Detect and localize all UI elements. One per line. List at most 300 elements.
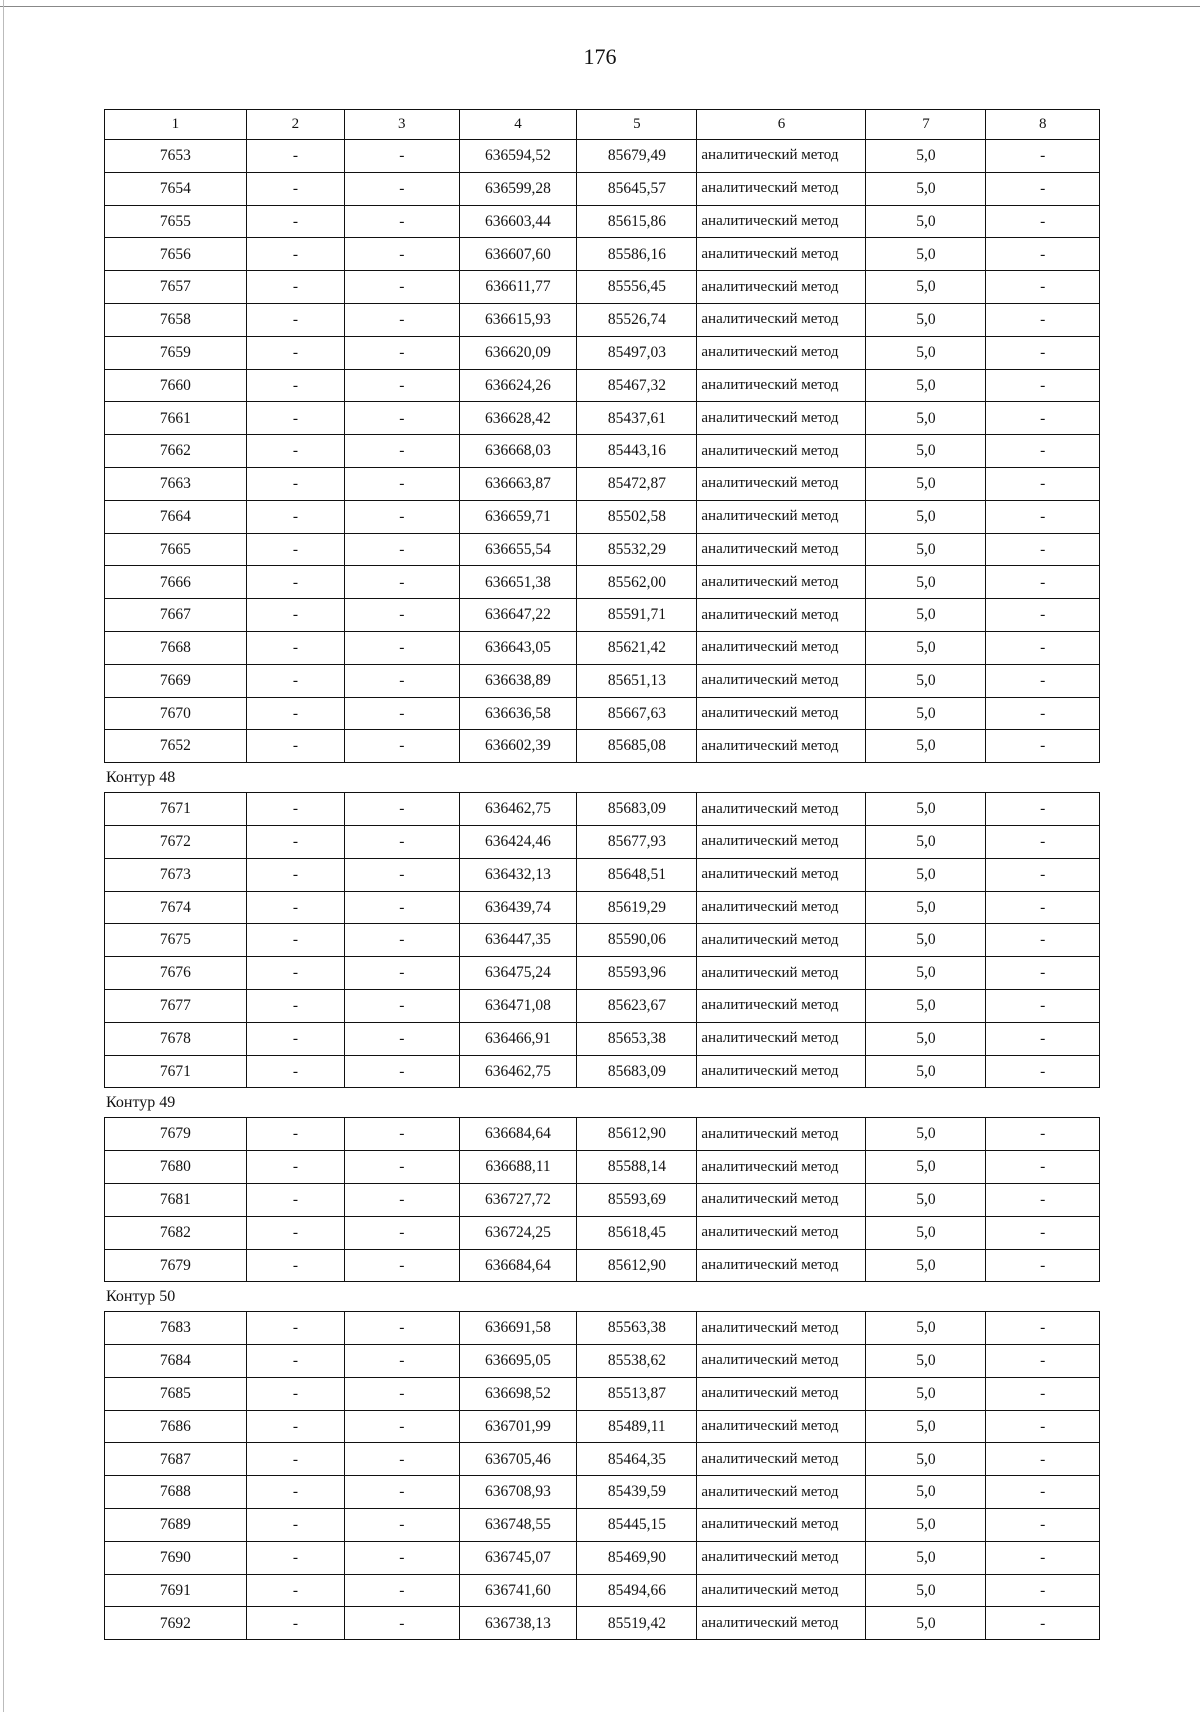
accuracy-cell: 5,0: [866, 989, 986, 1022]
coord-y-cell: 85588,14: [577, 1151, 697, 1184]
point-number-cell: 7655: [105, 205, 247, 238]
table-row: [105, 566, 1100, 599]
coord-x-cell: 636727,72: [459, 1183, 577, 1216]
coord-y-cell: 85556,45: [577, 271, 697, 304]
col-3-cell: -: [345, 336, 460, 369]
col-8-cell: -: [986, 140, 1100, 173]
table-row: [105, 1055, 1100, 1088]
col-2-cell: -: [246, 402, 344, 435]
point-number-cell: 7687: [105, 1443, 247, 1476]
col-8-cell: -: [986, 1345, 1100, 1378]
accuracy-cell: 5,0: [866, 205, 986, 238]
col-2-cell: -: [246, 730, 344, 763]
method-cell: аналитический метод: [697, 172, 866, 205]
accuracy-cell: 5,0: [866, 1118, 986, 1151]
col-8-cell: -: [986, 1312, 1100, 1345]
coordinates-table: [104, 1117, 1100, 1282]
coord-y-cell: 85494,66: [577, 1574, 697, 1607]
accuracy-cell: 5,0: [866, 271, 986, 304]
coord-x-cell: 636624,26: [459, 369, 577, 402]
col-3-cell: -: [345, 1151, 460, 1184]
point-number-cell: 7680: [105, 1151, 247, 1184]
col-3-cell: -: [345, 566, 460, 599]
point-number-cell: 7666: [105, 566, 247, 599]
accuracy-cell: 5,0: [866, 631, 986, 664]
accuracy-cell: 5,0: [866, 303, 986, 336]
accuracy-cell: 5,0: [866, 664, 986, 697]
table-row: [105, 924, 1100, 957]
col-2-cell: -: [246, 1377, 344, 1410]
col-3-cell: -: [345, 1022, 460, 1055]
point-number-cell: 7671: [105, 1055, 247, 1088]
coord-y-cell: 85538,62: [577, 1345, 697, 1378]
accuracy-cell: 5,0: [866, 1410, 986, 1443]
col-2-cell: -: [246, 989, 344, 1022]
coord-y-cell: 85467,32: [577, 369, 697, 402]
method-cell: аналитический метод: [697, 140, 866, 173]
table-row: [105, 205, 1100, 238]
coord-y-cell: 85519,42: [577, 1607, 697, 1640]
coord-y-cell: 85439,59: [577, 1476, 697, 1509]
accuracy-cell: 5,0: [866, 858, 986, 891]
col-3-cell: -: [345, 467, 460, 500]
coord-x-cell: 636643,05: [459, 631, 577, 664]
table-row: [105, 1151, 1100, 1184]
coord-x-cell: 636745,07: [459, 1541, 577, 1574]
coord-x-cell: 636691,58: [459, 1312, 577, 1345]
column-header: 7: [866, 110, 986, 140]
point-number-cell: 7683: [105, 1312, 247, 1345]
col-2-cell: -: [246, 140, 344, 173]
col-8-cell: -: [986, 631, 1100, 664]
accuracy-cell: 5,0: [866, 402, 986, 435]
method-cell: аналитический метод: [697, 924, 866, 957]
coord-x-cell: 636684,64: [459, 1118, 577, 1151]
column-header: 8: [986, 110, 1100, 140]
page-number: 176: [583, 44, 617, 69]
method-cell: аналитический метод: [697, 1509, 866, 1542]
method-cell: аналитический метод: [697, 435, 866, 468]
point-number-cell: 7656: [105, 238, 247, 271]
col-8-cell: -: [986, 1183, 1100, 1216]
col-3-cell: -: [345, 205, 460, 238]
table-row: [105, 303, 1100, 336]
col-3-cell: -: [345, 1541, 460, 1574]
col-3-cell: -: [345, 989, 460, 1022]
accuracy-cell: 5,0: [866, 1509, 986, 1542]
method-cell: аналитический метод: [697, 1476, 866, 1509]
coordinates-table: [104, 109, 1100, 763]
table-row: [105, 1541, 1100, 1574]
coord-y-cell: 85612,90: [577, 1249, 697, 1282]
method-cell: аналитический метод: [697, 533, 866, 566]
table-row: [105, 1022, 1100, 1055]
col-2-cell: -: [246, 631, 344, 664]
point-number-cell: 7653: [105, 140, 247, 173]
point-number-cell: 7679: [105, 1249, 247, 1282]
col-2-cell: -: [246, 793, 344, 826]
col-2-cell: -: [246, 205, 344, 238]
table-row: [105, 1574, 1100, 1607]
accuracy-cell: 5,0: [866, 238, 986, 271]
coord-x-cell: 636607,60: [459, 238, 577, 271]
col-2-cell: -: [246, 566, 344, 599]
accuracy-cell: 5,0: [866, 1607, 986, 1640]
col-3-cell: -: [345, 500, 460, 533]
table-row: [105, 697, 1100, 730]
col-8-cell: -: [986, 1216, 1100, 1249]
col-2-cell: -: [246, 924, 344, 957]
col-3-cell: -: [345, 369, 460, 402]
table-row: [105, 1443, 1100, 1476]
col-2-cell: -: [246, 1055, 344, 1088]
table-row: [105, 599, 1100, 632]
col-8-cell: -: [986, 172, 1100, 205]
method-cell: аналитический метод: [697, 271, 866, 304]
column-header: 4: [459, 110, 577, 140]
accuracy-cell: 5,0: [866, 369, 986, 402]
top-border-line: [0, 6, 1200, 7]
col-2-cell: -: [246, 957, 344, 990]
accuracy-cell: 5,0: [866, 1377, 986, 1410]
col-3-cell: -: [345, 1249, 460, 1282]
point-number-cell: 7679: [105, 1118, 247, 1151]
col-2-cell: -: [246, 1476, 344, 1509]
table-row: [105, 336, 1100, 369]
col-3-cell: -: [345, 140, 460, 173]
accuracy-cell: 5,0: [866, 336, 986, 369]
col-2-cell: -: [246, 1249, 344, 1282]
coord-x-cell: 636659,71: [459, 500, 577, 533]
method-cell: аналитический метод: [697, 1541, 866, 1574]
col-3-cell: -: [345, 435, 460, 468]
point-number-cell: 7689: [105, 1509, 247, 1542]
contour-title: Контур 50: [106, 1288, 176, 1306]
point-number-cell: 7676: [105, 957, 247, 990]
accuracy-cell: 5,0: [866, 172, 986, 205]
accuracy-cell: 5,0: [866, 825, 986, 858]
coord-x-cell: 636724,25: [459, 1216, 577, 1249]
col-3-cell: -: [345, 793, 460, 826]
col-2-cell: -: [246, 172, 344, 205]
col-3-cell: -: [345, 858, 460, 891]
col-8-cell: -: [986, 402, 1100, 435]
coord-x-cell: 636705,46: [459, 1443, 577, 1476]
accuracy-cell: 5,0: [866, 697, 986, 730]
accuracy-cell: 5,0: [866, 924, 986, 957]
method-cell: аналитический метод: [697, 336, 866, 369]
table-row: [105, 1607, 1100, 1640]
method-cell: аналитический метод: [697, 1183, 866, 1216]
method-cell: аналитический метод: [697, 858, 866, 891]
col-8-cell: -: [986, 1410, 1100, 1443]
coord-y-cell: 85648,51: [577, 858, 697, 891]
accuracy-cell: 5,0: [866, 793, 986, 826]
col-2-cell: -: [246, 500, 344, 533]
col-8-cell: -: [986, 664, 1100, 697]
table-row: [105, 891, 1100, 924]
col-3-cell: -: [345, 957, 460, 990]
column-header: 1: [105, 110, 247, 140]
method-cell: аналитический метод: [697, 1377, 866, 1410]
col-2-cell: -: [246, 858, 344, 891]
col-2-cell: -: [246, 467, 344, 500]
point-number-cell: 7660: [105, 369, 247, 402]
col-8-cell: -: [986, 336, 1100, 369]
table-row: [105, 858, 1100, 891]
coord-y-cell: 85590,06: [577, 924, 697, 957]
method-cell: аналитический метод: [697, 369, 866, 402]
table-row: [105, 369, 1100, 402]
point-number-cell: 7654: [105, 172, 247, 205]
table-row: [105, 631, 1100, 664]
point-number-cell: 7659: [105, 336, 247, 369]
coord-x-cell: 636695,05: [459, 1345, 577, 1378]
method-cell: аналитический метод: [697, 1607, 866, 1640]
col-3-cell: -: [345, 1574, 460, 1607]
coord-x-cell: 636471,08: [459, 989, 577, 1022]
col-8-cell: -: [986, 1151, 1100, 1184]
method-cell: аналитический метод: [697, 1312, 866, 1345]
coord-y-cell: 85437,61: [577, 402, 697, 435]
point-number-cell: 7661: [105, 402, 247, 435]
point-number-cell: 7685: [105, 1377, 247, 1410]
table-row: [105, 500, 1100, 533]
method-cell: аналитический метод: [697, 402, 866, 435]
col-8-cell: -: [986, 205, 1100, 238]
coord-x-cell: 636688,11: [459, 1151, 577, 1184]
col-2-cell: -: [246, 533, 344, 566]
col-3-cell: -: [345, 303, 460, 336]
point-number-cell: 7691: [105, 1574, 247, 1607]
col-8-cell: -: [986, 533, 1100, 566]
accuracy-cell: 5,0: [866, 1055, 986, 1088]
col-8-cell: -: [986, 303, 1100, 336]
coord-x-cell: 636647,22: [459, 599, 577, 632]
method-cell: аналитический метод: [697, 500, 866, 533]
coord-y-cell: 85445,15: [577, 1509, 697, 1542]
point-number-cell: 7692: [105, 1607, 247, 1640]
table-row: [105, 533, 1100, 566]
col-2-cell: -: [246, 1443, 344, 1476]
col-2-cell: -: [246, 1183, 344, 1216]
col-3-cell: -: [345, 402, 460, 435]
coord-y-cell: 85502,58: [577, 500, 697, 533]
point-number-cell: 7667: [105, 599, 247, 632]
coord-y-cell: 85645,57: [577, 172, 697, 205]
table-row: [105, 1345, 1100, 1378]
col-8-cell: -: [986, 1509, 1100, 1542]
coord-y-cell: 85562,00: [577, 566, 697, 599]
coord-y-cell: 85443,16: [577, 435, 697, 468]
col-8-cell: -: [986, 500, 1100, 533]
coord-y-cell: 85489,11: [577, 1410, 697, 1443]
point-number-cell: 7657: [105, 271, 247, 304]
method-cell: аналитический метод: [697, 957, 866, 990]
accuracy-cell: 5,0: [866, 1476, 986, 1509]
point-number-cell: 7652: [105, 730, 247, 763]
table-row: [105, 271, 1100, 304]
point-number-cell: 7669: [105, 664, 247, 697]
coord-x-cell: 636620,09: [459, 336, 577, 369]
coord-x-cell: 636602,39: [459, 730, 577, 763]
column-header: 2: [246, 110, 344, 140]
table-row: [105, 140, 1100, 173]
table-row: [105, 957, 1100, 990]
method-cell: аналитический метод: [697, 891, 866, 924]
col-8-cell: -: [986, 891, 1100, 924]
point-number-cell: 7664: [105, 500, 247, 533]
col-2-cell: -: [246, 271, 344, 304]
col-8-cell: -: [986, 825, 1100, 858]
col-2-cell: -: [246, 1022, 344, 1055]
point-number-cell: 7670: [105, 697, 247, 730]
col-8-cell: -: [986, 858, 1100, 891]
col-2-cell: -: [246, 1541, 344, 1574]
point-number-cell: 7684: [105, 1345, 247, 1378]
method-cell: аналитический метод: [697, 205, 866, 238]
col-8-cell: -: [986, 435, 1100, 468]
contour-title: Контур 48: [106, 769, 176, 787]
method-cell: аналитический метод: [697, 730, 866, 763]
accuracy-cell: 5,0: [866, 1541, 986, 1574]
method-cell: аналитический метод: [697, 467, 866, 500]
coord-x-cell: 636708,93: [459, 1476, 577, 1509]
table-row: [105, 1410, 1100, 1443]
accuracy-cell: 5,0: [866, 1312, 986, 1345]
coord-y-cell: 85586,16: [577, 238, 697, 271]
col-2-cell: -: [246, 1118, 344, 1151]
col-8-cell: -: [986, 1118, 1100, 1151]
col-8-cell: -: [986, 238, 1100, 271]
col-2-cell: -: [246, 336, 344, 369]
coordinates-table: [104, 792, 1100, 1088]
coord-y-cell: 85623,67: [577, 989, 697, 1022]
table-row: [105, 172, 1100, 205]
coord-y-cell: 85464,35: [577, 1443, 697, 1476]
col-8-cell: -: [986, 1476, 1100, 1509]
coord-x-cell: 636698,52: [459, 1377, 577, 1410]
method-cell: аналитический метод: [697, 697, 866, 730]
point-number-cell: 7662: [105, 435, 247, 468]
col-3-cell: -: [345, 238, 460, 271]
col-2-cell: -: [246, 1607, 344, 1640]
coord-y-cell: 85615,86: [577, 205, 697, 238]
coord-y-cell: 85683,09: [577, 793, 697, 826]
col-8-cell: -: [986, 271, 1100, 304]
table-row: [105, 1509, 1100, 1542]
coord-y-cell: 85526,74: [577, 303, 697, 336]
col-2-cell: -: [246, 238, 344, 271]
col-2-cell: -: [246, 599, 344, 632]
contour-title: Контур 49: [106, 1094, 176, 1112]
table-row: [105, 989, 1100, 1022]
table-row: [105, 467, 1100, 500]
col-3-cell: -: [345, 730, 460, 763]
coord-y-cell: 85677,93: [577, 825, 697, 858]
method-cell: аналитический метод: [697, 825, 866, 858]
method-cell: аналитический метод: [697, 1022, 866, 1055]
coord-y-cell: 85679,49: [577, 140, 697, 173]
col-3-cell: -: [345, 1055, 460, 1088]
col-2-cell: -: [246, 1574, 344, 1607]
point-number-cell: 7673: [105, 858, 247, 891]
point-number-cell: 7690: [105, 1541, 247, 1574]
coord-y-cell: 85593,96: [577, 957, 697, 990]
coord-x-cell: 636615,93: [459, 303, 577, 336]
point-number-cell: 7686: [105, 1410, 247, 1443]
method-cell: аналитический метод: [697, 566, 866, 599]
col-3-cell: -: [345, 924, 460, 957]
coord-x-cell: 636655,54: [459, 533, 577, 566]
point-number-cell: 7674: [105, 891, 247, 924]
coord-y-cell: 85667,63: [577, 697, 697, 730]
coord-x-cell: 636439,74: [459, 891, 577, 924]
accuracy-cell: 5,0: [866, 140, 986, 173]
coord-y-cell: 85591,71: [577, 599, 697, 632]
coord-x-cell: 636684,64: [459, 1249, 577, 1282]
method-cell: аналитический метод: [697, 599, 866, 632]
table-row: [105, 435, 1100, 468]
col-3-cell: -: [345, 1410, 460, 1443]
col-2-cell: -: [246, 1151, 344, 1184]
table-row: [105, 664, 1100, 697]
col-2-cell: -: [246, 369, 344, 402]
col-3-cell: -: [345, 1345, 460, 1378]
col-8-cell: -: [986, 1055, 1100, 1088]
coord-x-cell: 636462,75: [459, 793, 577, 826]
method-cell: аналитический метод: [697, 1151, 866, 1184]
coord-x-cell: 636603,44: [459, 205, 577, 238]
column-header: 3: [345, 110, 460, 140]
point-number-cell: 7688: [105, 1476, 247, 1509]
col-8-cell: -: [986, 1443, 1100, 1476]
point-number-cell: 7658: [105, 303, 247, 336]
col-3-cell: -: [345, 631, 460, 664]
left-scan-edge: [3, 0, 4, 1712]
col-3-cell: -: [345, 891, 460, 924]
method-cell: аналитический метод: [697, 1410, 866, 1443]
col-8-cell: -: [986, 793, 1100, 826]
col-3-cell: -: [345, 1509, 460, 1542]
method-cell: аналитический метод: [697, 1443, 866, 1476]
col-8-cell: -: [986, 924, 1100, 957]
col-8-cell: -: [986, 599, 1100, 632]
col-3-cell: -: [345, 599, 460, 632]
col-8-cell: -: [986, 1022, 1100, 1055]
accuracy-cell: 5,0: [866, 1443, 986, 1476]
point-number-cell: 7671: [105, 793, 247, 826]
accuracy-cell: 5,0: [866, 1216, 986, 1249]
table-row: [105, 1183, 1100, 1216]
accuracy-cell: 5,0: [866, 1183, 986, 1216]
method-cell: аналитический метод: [697, 793, 866, 826]
col-2-cell: -: [246, 825, 344, 858]
accuracy-cell: 5,0: [866, 566, 986, 599]
table-row: [105, 1476, 1100, 1509]
table-header-row: [105, 110, 1100, 140]
point-number-cell: 7663: [105, 467, 247, 500]
col-3-cell: -: [345, 1607, 460, 1640]
coord-x-cell: 636447,35: [459, 924, 577, 957]
col-3-cell: -: [345, 1118, 460, 1151]
table-row: [105, 793, 1100, 826]
col-8-cell: -: [986, 697, 1100, 730]
method-cell: аналитический метод: [697, 1118, 866, 1151]
coord-x-cell: 636432,13: [459, 858, 577, 891]
table-row: [105, 1377, 1100, 1410]
coord-y-cell: 85513,87: [577, 1377, 697, 1410]
